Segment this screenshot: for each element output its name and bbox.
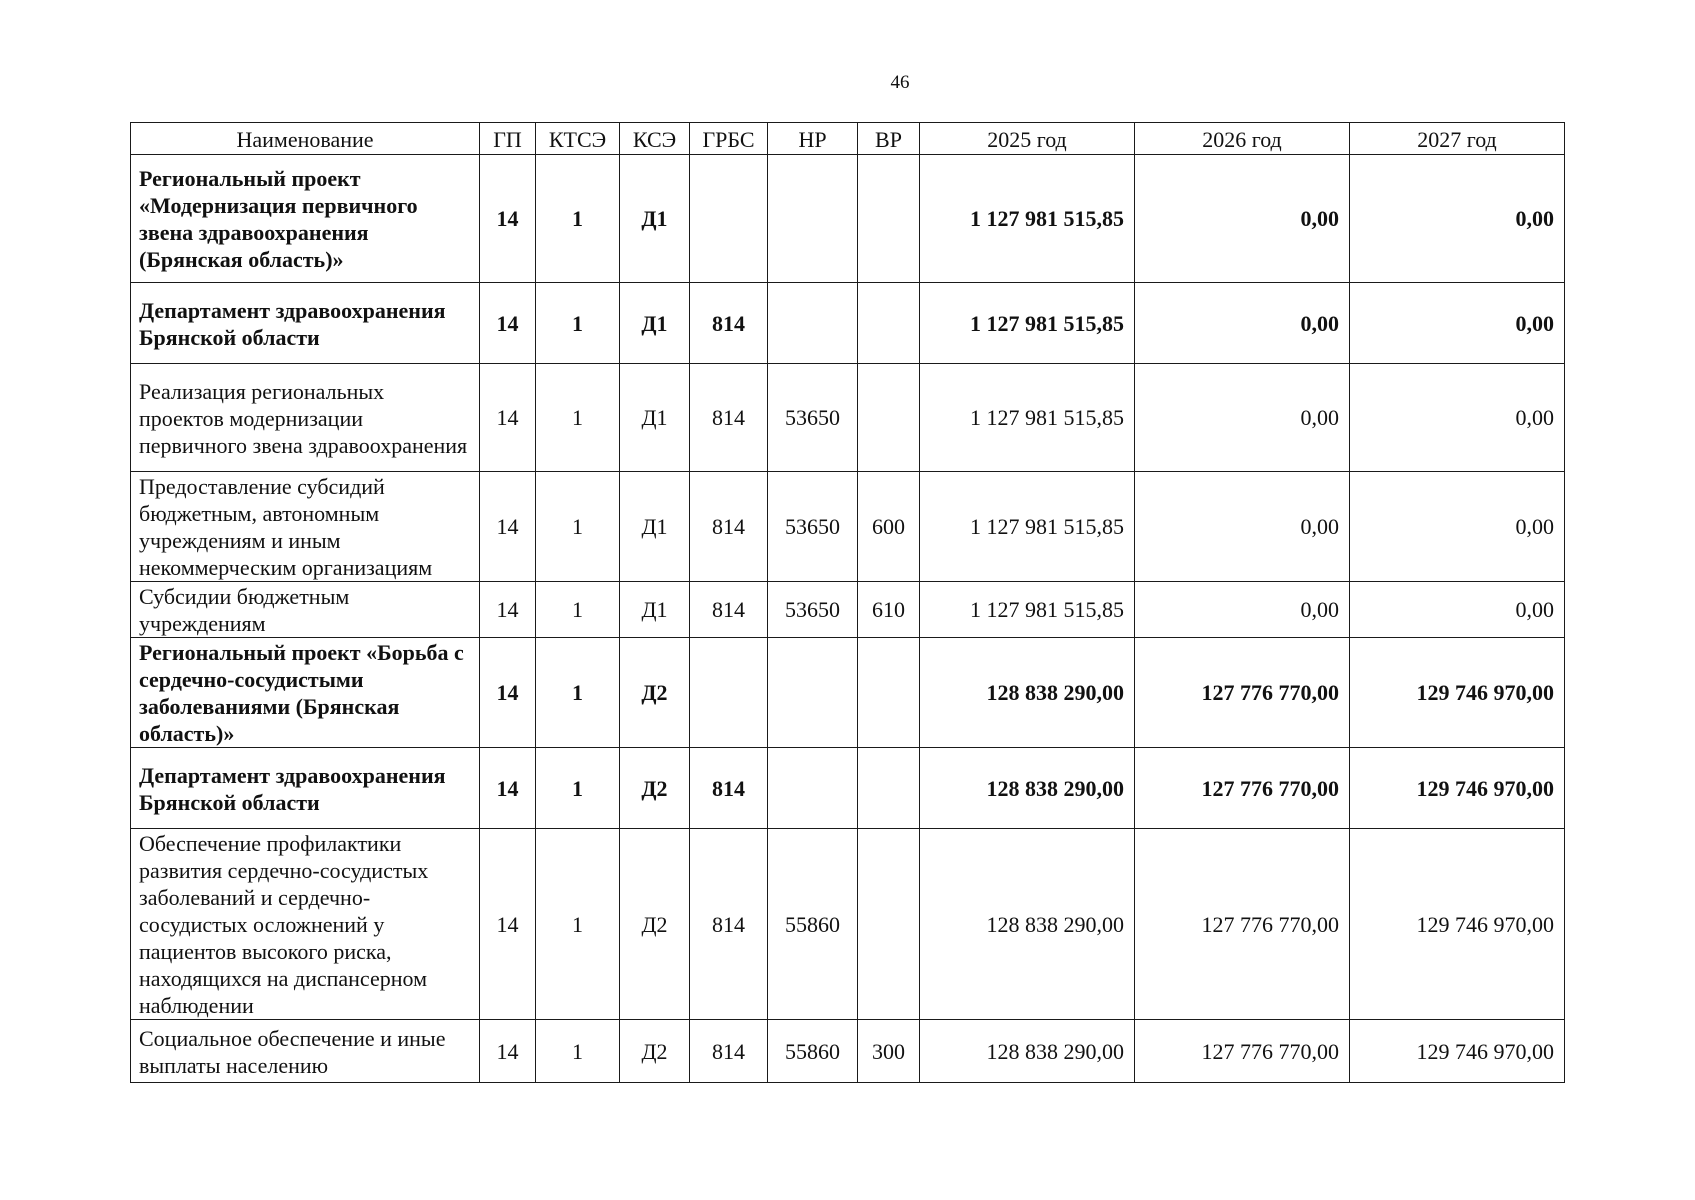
table-row — [131, 472, 1565, 582]
kse-cell: Д1 — [620, 283, 690, 364]
header-nr: НР — [768, 123, 858, 155]
amount-2026-cell: 0,00 — [1135, 364, 1350, 472]
grbs-cell — [690, 155, 768, 283]
gp-cell: 14 — [480, 829, 536, 1020]
amount-2026-cell: 127 776 770,00 — [1135, 638, 1350, 748]
amount-2025-cell: 1 127 981 515,85 — [920, 155, 1135, 283]
name-cell: Департамент здравоохранения Брянской области — [131, 748, 480, 829]
kse-cell: Д2 — [620, 748, 690, 829]
ktse-cell: 1 — [536, 1020, 620, 1083]
gp-cell: 14 — [480, 748, 536, 829]
amount-2026-cell: 127 776 770,00 — [1135, 1020, 1350, 1083]
gp-cell: 14 — [480, 582, 536, 638]
amount-2026-cell: 0,00 — [1135, 582, 1350, 638]
nr-cell: 55860 — [768, 829, 858, 1020]
nr-cell: 53650 — [768, 472, 858, 582]
gp-cell: 14 — [480, 472, 536, 582]
ktse-cell: 1 — [536, 582, 620, 638]
header-grbs: ГРБС — [690, 123, 768, 155]
amount-2025-cell: 128 838 290,00 — [920, 638, 1135, 748]
budget-table-container — [130, 122, 1564, 1083]
kse-cell: Д1 — [620, 364, 690, 472]
vr-cell: 300 — [858, 1020, 920, 1083]
header-gp: ГП — [480, 123, 536, 155]
gp-cell: 14 — [480, 155, 536, 283]
gp-cell: 14 — [480, 283, 536, 364]
header-name: Наименование — [131, 123, 480, 155]
kse-cell: Д2 — [620, 638, 690, 748]
ktse-cell: 1 — [536, 155, 620, 283]
grbs-cell: 814 — [690, 748, 768, 829]
vr-cell: 610 — [858, 582, 920, 638]
header-ktse: КТСЭ — [536, 123, 620, 155]
table-row — [131, 829, 1565, 1020]
vr-cell: 600 — [858, 472, 920, 582]
amount-2025-cell: 128 838 290,00 — [920, 748, 1135, 829]
table-row — [131, 638, 1565, 748]
amount-2027-cell: 129 746 970,00 — [1350, 748, 1565, 829]
name-cell: Региональный проект «Модернизация первичного звена здравоохранения (Брянская область)» — [131, 155, 480, 283]
amount-2026-cell: 0,00 — [1135, 155, 1350, 283]
nr-cell — [768, 748, 858, 829]
kse-cell: Д2 — [620, 1020, 690, 1083]
grbs-cell: 814 — [690, 582, 768, 638]
amount-2027-cell: 0,00 — [1350, 582, 1565, 638]
grbs-cell: 814 — [690, 283, 768, 364]
table-row — [131, 748, 1565, 829]
grbs-cell: 814 — [690, 829, 768, 1020]
name-cell: Обеспечение профилактики развития сердечно-сосудистых заболеваний и сердечно-сосудистых осложнений у пациентов высокого риска, находящихся на диспансерном наблюдении — [131, 829, 480, 1020]
amount-2027-cell: 0,00 — [1350, 283, 1565, 364]
amount-2027-cell: 129 746 970,00 — [1350, 829, 1565, 1020]
table-row — [131, 155, 1565, 283]
ktse-cell: 1 — [536, 748, 620, 829]
amount-2026-cell: 0,00 — [1135, 472, 1350, 582]
name-cell: Департамент здравоохранения Брянской области — [131, 283, 480, 364]
kse-cell: Д1 — [620, 582, 690, 638]
ktse-cell: 1 — [536, 829, 620, 1020]
grbs-cell: 814 — [690, 472, 768, 582]
name-cell: Социальное обеспечение и иные выплаты населению — [131, 1020, 480, 1083]
table-row — [131, 364, 1565, 472]
header-2027: 2027 год — [1350, 123, 1565, 155]
amount-2025-cell: 128 838 290,00 — [920, 829, 1135, 1020]
amount-2027-cell: 129 746 970,00 — [1350, 1020, 1565, 1083]
grbs-cell: 814 — [690, 1020, 768, 1083]
vr-cell — [858, 155, 920, 283]
ktse-cell: 1 — [536, 364, 620, 472]
amount-2026-cell: 127 776 770,00 — [1135, 829, 1350, 1020]
table-header-row — [131, 123, 1565, 155]
vr-cell — [858, 364, 920, 472]
table-row — [131, 1020, 1565, 1083]
ktse-cell: 1 — [536, 638, 620, 748]
amount-2025-cell: 1 127 981 515,85 — [920, 364, 1135, 472]
name-cell: Реализация региональных проектов модернизации первичного звена здравоохранения — [131, 364, 480, 472]
amount-2025-cell: 128 838 290,00 — [920, 1020, 1135, 1083]
ktse-cell: 1 — [536, 283, 620, 364]
vr-cell — [858, 748, 920, 829]
header-vr: ВР — [858, 123, 920, 155]
gp-cell: 14 — [480, 1020, 536, 1083]
header-2025: 2025 год — [920, 123, 1135, 155]
amount-2026-cell: 127 776 770,00 — [1135, 748, 1350, 829]
name-cell: Региональный проект «Борьба с сердечно-сосудистыми заболеваниями (Брянская область)» — [131, 638, 480, 748]
gp-cell: 14 — [480, 364, 536, 472]
nr-cell: 53650 — [768, 364, 858, 472]
nr-cell — [768, 155, 858, 283]
budget-table — [130, 122, 1565, 1083]
table-row — [131, 283, 1565, 364]
amount-2027-cell: 0,00 — [1350, 472, 1565, 582]
amount-2025-cell: 1 127 981 515,85 — [920, 283, 1135, 364]
amount-2026-cell: 0,00 — [1135, 283, 1350, 364]
kse-cell: Д1 — [620, 155, 690, 283]
gp-cell: 14 — [480, 638, 536, 748]
vr-cell — [858, 283, 920, 364]
nr-cell: 53650 — [768, 582, 858, 638]
amount-2027-cell: 0,00 — [1350, 364, 1565, 472]
kse-cell: Д2 — [620, 829, 690, 1020]
vr-cell — [858, 638, 920, 748]
table-row — [131, 582, 1565, 638]
kse-cell: Д1 — [620, 472, 690, 582]
amount-2027-cell: 0,00 — [1350, 155, 1565, 283]
amount-2025-cell: 1 127 981 515,85 — [920, 582, 1135, 638]
amount-2025-cell: 1 127 981 515,85 — [920, 472, 1135, 582]
nr-cell: 55860 — [768, 1020, 858, 1083]
name-cell: Субсидии бюджетным учреждениям — [131, 582, 480, 638]
nr-cell — [768, 638, 858, 748]
vr-cell — [858, 829, 920, 1020]
grbs-cell: 814 — [690, 364, 768, 472]
nr-cell — [768, 283, 858, 364]
header-kse: КСЭ — [620, 123, 690, 155]
ktse-cell: 1 — [536, 472, 620, 582]
amount-2027-cell: 129 746 970,00 — [1350, 638, 1565, 748]
page-number: 46 — [890, 72, 910, 93]
name-cell: Предоставление субсидий бюджетным, автономным учреждениям и иным некоммерческим организациям — [131, 472, 480, 582]
header-2026: 2026 год — [1135, 123, 1350, 155]
table-body — [131, 155, 1565, 1083]
grbs-cell — [690, 638, 768, 748]
